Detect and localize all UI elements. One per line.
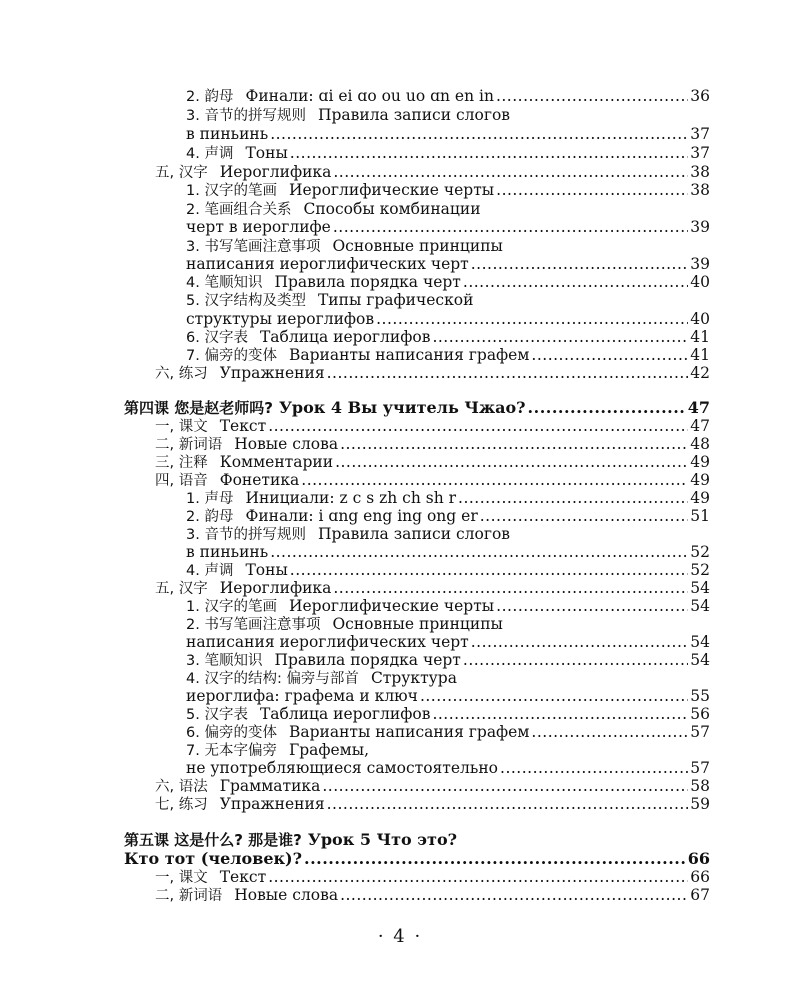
toc-entry-ru: Финали: ɑi ei ɑo ou uo ɑn en in [245, 87, 494, 105]
toc-entry-cn: 3. 笔顺知识 [186, 653, 263, 669]
toc-leader-dots [268, 416, 688, 436]
toc-entry-cn: 2. 书写笔画注意事项 [186, 617, 321, 633]
toc-entry-page: 37 [690, 144, 710, 162]
toc-entry [186, 614, 710, 634]
toc-entry-ru: Новые слова [234, 886, 339, 904]
toc-entry-ru: Упражнения [219, 795, 325, 813]
toc-leader-dots [496, 180, 688, 200]
toc-entry-ru: Фонетика [219, 471, 300, 489]
toc-entry-page: 66 [690, 868, 710, 886]
toc-entry-page: 49 [690, 471, 710, 489]
toc-leader-dots [463, 272, 688, 292]
toc-entry-ru: Структура [370, 669, 457, 687]
toc-entry-cn: 七, 练习 [155, 797, 208, 813]
toc-entry-ru: Правила порядка черт [274, 651, 461, 669]
toc-entry [186, 542, 710, 562]
toc-entry-cn: 3. 书写笔画注意事项 [186, 239, 321, 255]
toc-entry [186, 124, 710, 144]
toc-entry-cn: 第五课 这是什么? 那是谁? [124, 831, 302, 849]
toc-entry-cn: 五, 汉字 [155, 581, 208, 597]
toc-entry-cn: 7. 无本字偏旁 [186, 743, 277, 759]
toc-leader-dots [531, 722, 688, 742]
toc-entry-cn: 二, 新词语 [155, 437, 223, 453]
toc-entry-cn: 六, 语法 [155, 779, 208, 795]
toc-entry-cn: 6. 偏旁的变体 [186, 725, 277, 741]
toc-leader-dots [335, 452, 688, 472]
toc-entry-page: 48 [690, 435, 710, 453]
toc-leader-dots [496, 596, 688, 616]
toc-entry-page: 37 [690, 125, 710, 143]
toc-entry-page: 58 [690, 777, 710, 795]
toc-entry-cn: 7. 偏旁的变体 [186, 348, 277, 364]
toc-entry-ru: Типы графической [317, 291, 474, 309]
toc-entry [155, 794, 710, 814]
toc-leader-dots [531, 345, 688, 365]
toc-entry-ru: Урок 4 Вы учитель Чжао? [278, 398, 526, 417]
toc-entry-cn: 五, 汉字 [155, 165, 208, 181]
toc-entry-cn: 4. 汉字的结构: 偏旁与部首 [186, 671, 359, 687]
toc-entry-cn: 二, 新词语 [155, 888, 223, 904]
toc-entry-ru: Иероглифика [219, 579, 332, 597]
toc-entry-ru: Упражнения [219, 364, 325, 382]
toc-leader-dots [432, 704, 688, 724]
toc-entry [155, 162, 710, 182]
toc-entry [155, 416, 710, 436]
toc-entry-ru: Таблица иероглифов [259, 328, 431, 346]
toc-lesson-heading [124, 398, 710, 418]
toc-entry-cn: 四, 语音 [155, 473, 208, 489]
toc-entry-cn: 4. 声调 [186, 563, 234, 579]
toc-entry [186, 105, 710, 125]
toc-leader-dots [333, 217, 688, 237]
toc-entry-cn: 一, 课文 [155, 419, 208, 435]
toc-leader-dots [268, 867, 688, 887]
toc-entry-ru: Инициали: z c s zh ch sh r [245, 489, 457, 507]
toc-leader-dots [500, 758, 688, 778]
toc-entry-cn: 2. 韵母 [186, 509, 234, 525]
toc-entry-page: 55 [690, 687, 710, 705]
toc-leader-dots [290, 143, 688, 163]
toc-entry-ru: структуры иероглифов [186, 310, 375, 328]
toc-entry [155, 363, 710, 383]
toc-entry-page: 39 [690, 255, 710, 273]
toc-entry [155, 578, 710, 598]
toc-entry-cn: 5. 汉字表 [186, 707, 248, 723]
toc-entry-ru: Правила записи слогов [317, 525, 511, 543]
toc-entry [186, 254, 710, 274]
toc-entry [186, 560, 710, 580]
toc-entry-ru: Иероглифические черты [288, 597, 495, 615]
toc-entry-cn: 三, 注释 [155, 455, 208, 471]
toc-leader-dots [333, 578, 688, 598]
toc-entry-ru: Тоны [245, 561, 288, 579]
toc-entry-page: 56 [690, 705, 710, 723]
toc-entry-page: 36 [690, 87, 710, 105]
toc-entry-page: 40 [690, 310, 710, 328]
toc-entry-page: 57 [690, 723, 710, 741]
toc-leader-dots [480, 506, 689, 526]
toc-entry [186, 345, 710, 365]
toc-entry [186, 632, 710, 652]
toc-entry-page: 54 [690, 579, 710, 597]
toc-entry [155, 776, 710, 796]
toc-entry [186, 86, 710, 106]
toc-entry-ru: написания иероглифических черт [186, 633, 469, 651]
toc-entry-cn: 第四课 您是赵老师吗? [124, 399, 273, 417]
toc-entry-ru: Таблица иероглифов [259, 705, 431, 723]
toc-lesson-heading [124, 830, 710, 850]
toc-entry-cn: 1. 声母 [186, 491, 234, 507]
toc-entry-ru: Урок 5 Что это? [307, 830, 457, 849]
toc-entry-ru: в пиньинь [186, 543, 269, 561]
toc-entry-ru: Основные принципы [332, 237, 503, 255]
toc-entry [186, 236, 710, 256]
toc-entry-cn: 3. 音节的拼写规则 [186, 108, 306, 124]
toc-entry [186, 686, 710, 706]
toc-entry-page: 57 [690, 759, 710, 777]
toc-entry-ru: Иероглифические черты [288, 181, 495, 199]
toc-leader-dots [432, 327, 688, 347]
toc-entry-cn: 5. 汉字结构及类型 [186, 293, 306, 309]
toc-entry-page: 47 [687, 398, 710, 417]
toc-entry-ru: Тоны [245, 144, 288, 162]
toc-entry-cn: 1. 汉字的笔画 [186, 599, 277, 615]
toc-entry [186, 650, 710, 670]
toc-entry-page: 38 [690, 163, 710, 181]
toc-entry-ru: иероглифа: графема и ключ [186, 687, 418, 705]
toc-entry-ru: черт в иероглифе [186, 218, 331, 236]
toc-entry [186, 704, 710, 724]
toc-entry [186, 309, 710, 329]
toc-leader-dots [420, 686, 688, 706]
toc-entry-cn: 一, 课文 [155, 870, 208, 886]
toc-entry-page: 52 [690, 543, 710, 561]
toc-entry-cn: 4. 声调 [186, 146, 234, 162]
toc-entry [186, 272, 710, 292]
toc-entry-page: 52 [690, 561, 710, 579]
toc-entry-page: 54 [690, 597, 710, 615]
toc-entry-cn: 3. 音节的拼写规则 [186, 527, 306, 543]
page-number: · 4 · [377, 926, 423, 947]
toc-leader-dots [270, 124, 688, 144]
toc-entry-page: 39 [690, 218, 710, 236]
toc-entry-page: 41 [690, 346, 710, 364]
toc-leader-dots [270, 542, 688, 562]
toc-entry-page: 38 [690, 181, 710, 199]
toc-entry-cn: 2. 笔画组合关系 [186, 202, 292, 218]
toc-entry [186, 740, 710, 760]
toc-entry-ru: Текст [219, 868, 267, 886]
toc-entry-page: 59 [690, 795, 710, 813]
toc-entry [155, 470, 710, 490]
toc-leader-dots [376, 309, 688, 329]
toc-entry-page: 54 [690, 633, 710, 651]
toc-entry-cn: 6. 汉字表 [186, 330, 248, 346]
toc-entry-page: 51 [690, 507, 710, 525]
toc-entry-ru: Варианты написания графем [288, 346, 530, 364]
toc-entry-ru: Текст [219, 417, 267, 435]
toc-entry [186, 180, 710, 200]
toc-entry-page: 47 [690, 417, 710, 435]
toc-entry-cn: 六, 练习 [155, 366, 208, 382]
toc-entry-ru: Иероглифика [219, 163, 332, 181]
toc-entry [186, 327, 710, 347]
toc-entry-ru: Способы комбинации [303, 200, 481, 218]
toc-entry-ru: Кто тот (человек)? [124, 849, 302, 868]
toc-entry-ru: в пиньинь [186, 125, 269, 143]
toc-entry [186, 488, 710, 508]
toc-entry [155, 867, 710, 887]
toc-entry-cn: 2. 韵母 [186, 89, 234, 105]
toc-entry [186, 506, 710, 526]
toc-leader-dots [333, 162, 688, 182]
toc-leader-dots [327, 363, 689, 383]
toc-entry-ru: Варианты написания графем [288, 723, 530, 741]
toc-entry-page: 49 [690, 453, 710, 471]
toc-entry [186, 199, 710, 219]
toc-entry-cn: 1. 汉字的笔画 [186, 183, 277, 199]
toc-leader-dots [471, 254, 689, 274]
toc-leader-dots [340, 885, 688, 905]
toc-entry-ru: написания иероглифических черт [186, 255, 469, 273]
toc-entry-page: 54 [690, 651, 710, 669]
toc-leader-dots [290, 560, 688, 580]
toc-entry [155, 434, 710, 454]
toc-entry-ru: Правила записи слогов [317, 106, 511, 124]
toc-entry-ru: Основные принципы [332, 615, 503, 633]
toc-entry-ru: не употребляющиеся самостоятельно [186, 759, 499, 777]
toc-entry [186, 596, 710, 616]
toc-entry-page: 42 [690, 364, 710, 382]
toc-leader-dots [528, 398, 686, 418]
toc-entry-ru: Грамматика [219, 777, 321, 795]
toc-entry-page: 49 [690, 489, 710, 507]
toc-entry-ru: Правила порядка черт [274, 273, 461, 291]
toc-entry [186, 722, 710, 742]
toc-entry [155, 885, 710, 905]
toc-entry-cn: 4. 笔顺知识 [186, 275, 263, 291]
toc-leader-dots [340, 434, 688, 454]
toc-entry [186, 143, 710, 163]
toc-entry [186, 758, 710, 778]
toc-entry-page: 41 [690, 328, 710, 346]
toc-leader-dots [304, 849, 686, 869]
toc-entry-ru: Финали: i ɑng eng ing ong er [245, 507, 478, 525]
toc-leader-dots [322, 776, 688, 796]
toc-entry-page: 66 [687, 849, 710, 868]
toc-entry-ru: Графемы, [288, 741, 370, 759]
toc-entry [186, 668, 710, 688]
toc-entry [155, 452, 710, 472]
toc-lesson-heading [124, 849, 710, 869]
toc-entry [186, 290, 710, 310]
toc-entry [186, 217, 710, 237]
toc-entry-page: 40 [690, 273, 710, 291]
toc-entry-ru: Комментарии [219, 453, 334, 471]
toc-leader-dots [471, 632, 689, 652]
toc-leader-dots [463, 650, 688, 670]
toc-leader-dots [496, 86, 688, 106]
toc-leader-dots [458, 488, 688, 508]
toc-leader-dots [327, 794, 689, 814]
toc-entry-ru: Новые слова [234, 435, 339, 453]
toc-leader-dots [301, 470, 688, 490]
toc-entry [186, 524, 710, 544]
toc-entry-page: 67 [690, 886, 710, 904]
